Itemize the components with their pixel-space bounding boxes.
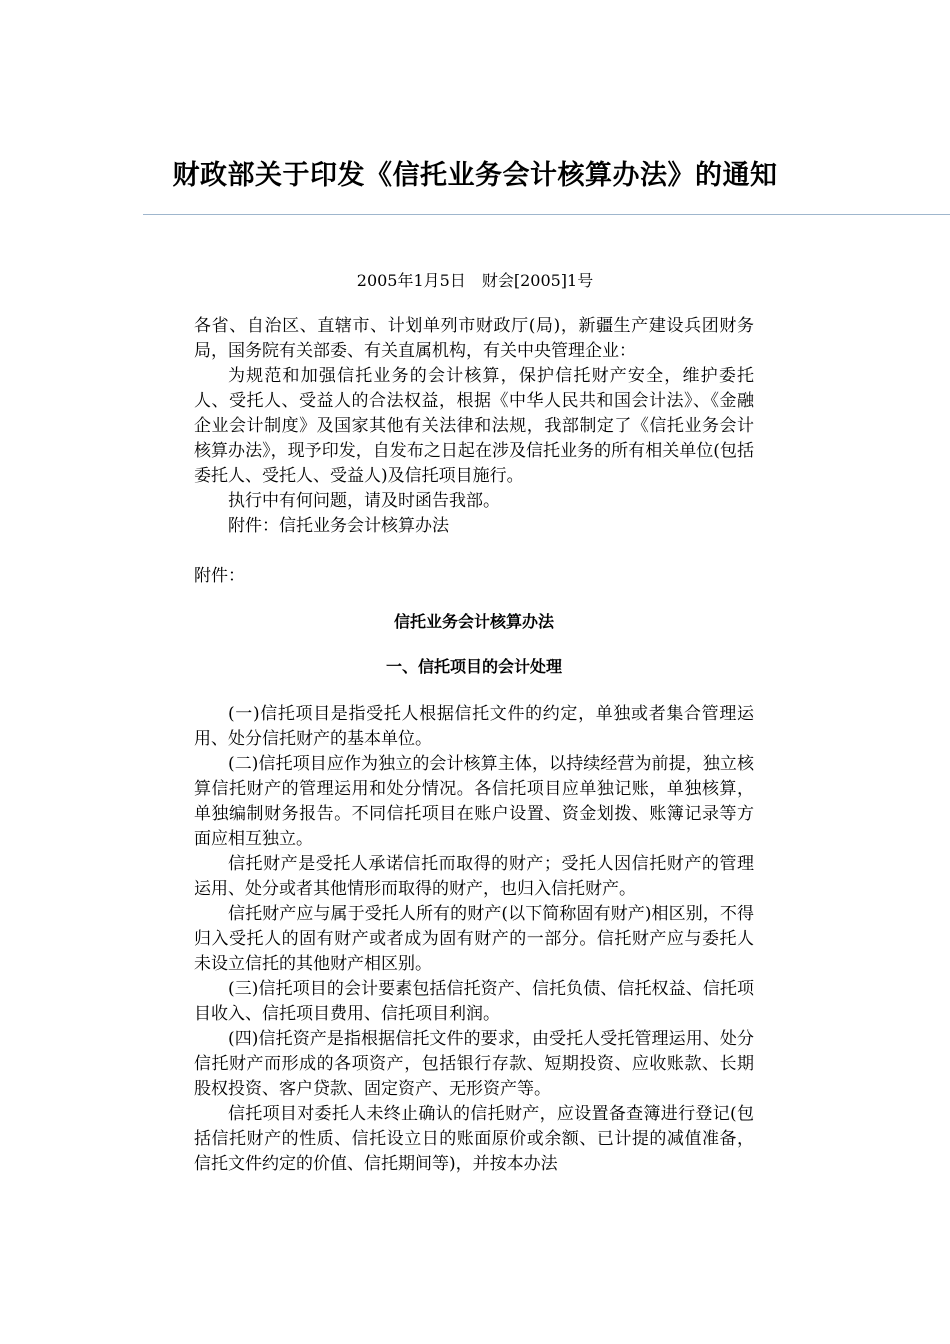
section-paragraph: (二)信托项目应作为独立的会计核算主体，以持续经营为前提，独立核算信托财产的管理运用和处分情况。各信托项目应单独记账，单独核算，单独编制财务报告。不同信托项目在账户设置、资金划拨、账簿记录等方面应相互独立。 <box>194 754 754 849</box>
body-paragraph: 执行中有何问题，请及时函告我部。 <box>228 491 500 511</box>
attachment-title: 信托业务会计核算办法 <box>393 612 554 631</box>
document-content <box>194 314 754 1177</box>
section-paragraph: 信托财产应与属于受托人所有的财产(以下简称固有财产)相区别，不得归入受托人的固有财产或者成为固有财产的一部分。信托财产应与委托人未设立信托的其他财产相区别。 <box>194 904 754 974</box>
attachment-reference: 附件：信托业务会计核算办法 <box>228 516 449 536</box>
section-paragraph: 信托项目对委托人未终止确认的信托财产，应设置备查簿进行登记(包括信托财产的性质、信托设立日的账面原价或余额、已计提的减值准备，信托文件约定的价值、信托期间等)，并按本办法 <box>194 1104 754 1174</box>
spacer <box>194 539 754 564</box>
spacer <box>194 679 754 702</box>
body-paragraph: 为规范和加强信托业务的会计核算，保护信托财产安全，维护委托人、受托人、受益人的合法权益，根据《中华人民共和国会计法》、《金融企业会计制度》及国家其他有关法律和法规，我部制定了《信托业务会计核算办法》，现予印发，自发布之日起在涉及信托业务的所有相关单位(包括委托人、受托人、受益人)及信托项目施行。 <box>194 366 754 486</box>
section-paragraph: (三)信托项目的会计要素包括信托资产、信托负债、信托权益、信托项目收入、信托项目费用、信托项目利润。 <box>194 979 754 1024</box>
attachment-label: 附件： <box>194 566 245 586</box>
document-title: 财政部关于印发《信托业务会计核算办法》的通知 <box>172 160 778 191</box>
spacer <box>194 634 754 654</box>
section-heading: 一、信托项目的会计处理 <box>385 657 562 676</box>
document-dateline: 2005年1月5日 财会[2005]1号 <box>356 271 594 290</box>
spacer <box>194 589 754 609</box>
salutation: 各省、自治区、直辖市、计划单列市财政厅(局)，新疆生产建设兵团财务局，国务院有关部委、有关直属机构，有关中央管理企业： <box>194 316 754 361</box>
title-divider <box>143 214 950 215</box>
section-paragraph: 信托财产是受托人承诺信托而取得的财产；受托人因信托财产的管理运用、处分或者其他情形而取得的财产，也归入信托财产。 <box>194 854 754 899</box>
section-paragraph: (一)信托项目是指受托人根据信托文件的约定，单独或者集合管理运用、处分信托财产的基本单位。 <box>194 704 754 749</box>
section-paragraph: (四)信托资产是指根据信托文件的要求，由受托人受托管理运用、处分信托财产而形成的各项资产，包括银行存款、短期投资、应收账款、长期股权投资、客户贷款、固定资产、无形资产等。 <box>194 1029 754 1099</box>
